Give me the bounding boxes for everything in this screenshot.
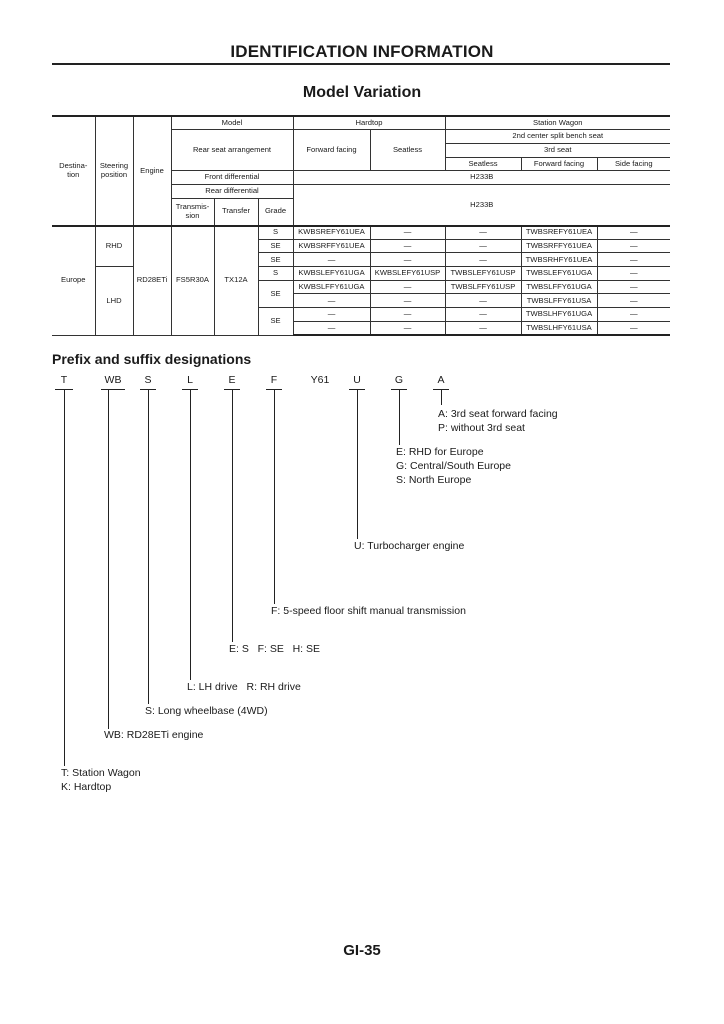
leader-line — [108, 389, 109, 729]
model-cell: — — [293, 321, 370, 335]
rear-differential-value: H233B — [293, 184, 670, 225]
model-cell: KWBSREFY61UEA — [293, 226, 370, 240]
model-cell: — — [597, 239, 670, 253]
model-cell: — — [370, 280, 445, 294]
legend-wb: WB: RD28ETi engine — [104, 729, 204, 741]
legend-e: E: S F: SE H: SE — [229, 643, 321, 655]
model-cell: — — [597, 280, 670, 294]
hardtop-seatless: Seatless — [370, 130, 445, 171]
model-cell: TWBSLEFY61USP — [445, 267, 521, 281]
col-hardtop-header: Hardtop — [293, 116, 445, 130]
wagon-forward-facing: Forward facing — [521, 157, 597, 171]
grade-cell: S — [258, 226, 293, 240]
code-underline — [101, 389, 125, 390]
model-cell: — — [597, 267, 670, 281]
model-cell: TWBSLEFY61UGA — [521, 267, 597, 281]
model-cell: — — [597, 321, 670, 335]
model-cell: — — [597, 253, 670, 267]
legend-t-wagon: T: Station Wagon — [61, 767, 141, 779]
model-cell: TWBSLHFY61USA — [521, 321, 597, 335]
grade-cell: SE — [258, 239, 293, 253]
model-cell: — — [293, 253, 370, 267]
legend-f: F: 5-speed floor shift manual transmission — [271, 605, 466, 617]
model-cell: KWBSLEFY61UGA — [293, 267, 370, 281]
third-seat-label: 3rd seat — [445, 143, 670, 157]
model-cell: TWBSRHFY61UEA — [521, 253, 597, 267]
model-cell: — — [445, 226, 521, 240]
model-cell: — — [370, 226, 445, 240]
leader-line — [232, 389, 233, 642]
model-cell: — — [445, 253, 521, 267]
legend-a-none: P: without 3rd seat — [438, 422, 525, 434]
code-letter: E — [228, 374, 236, 386]
model-variation-table — [52, 115, 670, 336]
col-model-header: Model — [171, 116, 293, 130]
code-letter: A — [437, 374, 445, 386]
model-cell: TWBSLHFY61UGA — [521, 308, 597, 322]
model-cell: — — [445, 294, 521, 308]
model-cell: — — [293, 294, 370, 308]
code-letter: Y61 — [310, 374, 330, 386]
model-cell: — — [370, 239, 445, 253]
model-cell: — — [370, 294, 445, 308]
engine-cell: RD28ETi — [133, 226, 171, 336]
legend-l: L: LH drive R: RH drive — [187, 681, 301, 693]
model-cell: — — [445, 308, 521, 322]
steering-cell-lhd: LHD — [95, 267, 133, 335]
col-station-wagon-header: Station Wagon — [445, 116, 670, 130]
wagon-seatless: Seatless — [445, 157, 521, 171]
page-title: IDENTIFICATION INFORMATION — [230, 42, 494, 61]
code-letter: G — [394, 374, 404, 386]
grade-cell: S — [258, 267, 293, 281]
leader-line — [399, 389, 400, 445]
model-cell: KWBSLEFY61USP — [370, 267, 445, 281]
leader-line — [357, 389, 358, 539]
model-cell: — — [597, 294, 670, 308]
code-letter: U — [353, 374, 361, 386]
model-cell: — — [293, 308, 370, 322]
hardtop-forward-facing: Forward facing — [293, 130, 370, 171]
front-differential-label: Front differential — [171, 171, 293, 185]
steering-cell-rhd: RHD — [95, 226, 133, 267]
legend-g-north: S: North Europe — [396, 474, 472, 486]
col-engine-header: Engine — [133, 116, 171, 226]
leader-line — [190, 389, 191, 680]
split-bench-seat-label: 2nd center split bench seat — [445, 130, 670, 144]
grade-cell: SE — [258, 308, 293, 335]
model-cell: — — [370, 253, 445, 267]
table-row — [52, 226, 670, 240]
section-title-prefix-suffix: Prefix and suffix designations — [52, 351, 252, 367]
code-letter: T — [60, 374, 68, 386]
model-cell: — — [597, 226, 670, 240]
leader-line — [64, 389, 65, 766]
leader-line — [274, 389, 275, 604]
grade-header: Grade — [258, 198, 293, 225]
legend-g-central: G: Central/South Europe — [396, 460, 511, 472]
grade-cell: SE — [258, 280, 293, 307]
model-cell: — — [597, 308, 670, 322]
leader-line — [441, 389, 442, 405]
rear-differential-label: Rear differential — [171, 184, 293, 198]
model-cell: — — [370, 321, 445, 335]
model-cell: KWBSLFFY61UGA — [293, 280, 370, 294]
transfer-header: Transfer — [214, 198, 258, 225]
transfer-cell: TX12A — [214, 226, 258, 336]
legend-a-forward: A: 3rd seat forward facing — [438, 408, 558, 420]
model-cell: — — [370, 308, 445, 322]
model-cell: — — [445, 321, 521, 335]
legend-t-hardtop: K: Hardtop — [61, 781, 112, 793]
model-cell: TWBSRFFY61UEA — [521, 239, 597, 253]
code-letter: L — [187, 374, 193, 386]
transmission-header: Transmis- sion — [171, 198, 214, 225]
legend-s: S: Long wheelbase (4WD) — [145, 705, 268, 717]
grade-cell: SE — [258, 253, 293, 267]
leader-line — [148, 389, 149, 704]
code-letter: F — [270, 374, 278, 386]
code-letter: S — [144, 374, 152, 386]
col-steering-header: Steering position — [95, 116, 133, 226]
model-cell: TWBSLFFY61UGA — [521, 280, 597, 294]
model-cell: KWBSRFFY61UEA — [293, 239, 370, 253]
model-cell: TWBSLFFY61USP — [445, 280, 521, 294]
destination-cell: Europe — [52, 226, 95, 336]
model-cell: TWBSLFFY61USA — [521, 294, 597, 308]
wagon-side-facing: Side facing — [597, 157, 670, 171]
rear-seat-arrangement-label: Rear seat arrangement — [171, 130, 293, 171]
legend-u: U: Turbocharger engine — [354, 540, 465, 552]
model-cell: — — [445, 239, 521, 253]
model-cell: TWBSREFY61UEA — [521, 226, 597, 240]
front-differential-value: H233B — [293, 171, 670, 185]
legend-g-rhd: E: RHD for Europe — [396, 446, 484, 458]
code-letter: WB — [104, 374, 122, 386]
section-title-model-variation: Model Variation — [302, 84, 422, 101]
title-rule — [52, 63, 670, 65]
transmission-cell: FS5R30A — [171, 226, 214, 336]
col-destination-header: Destina- tion — [52, 116, 95, 226]
page-number: GI-35 — [343, 942, 381, 959]
